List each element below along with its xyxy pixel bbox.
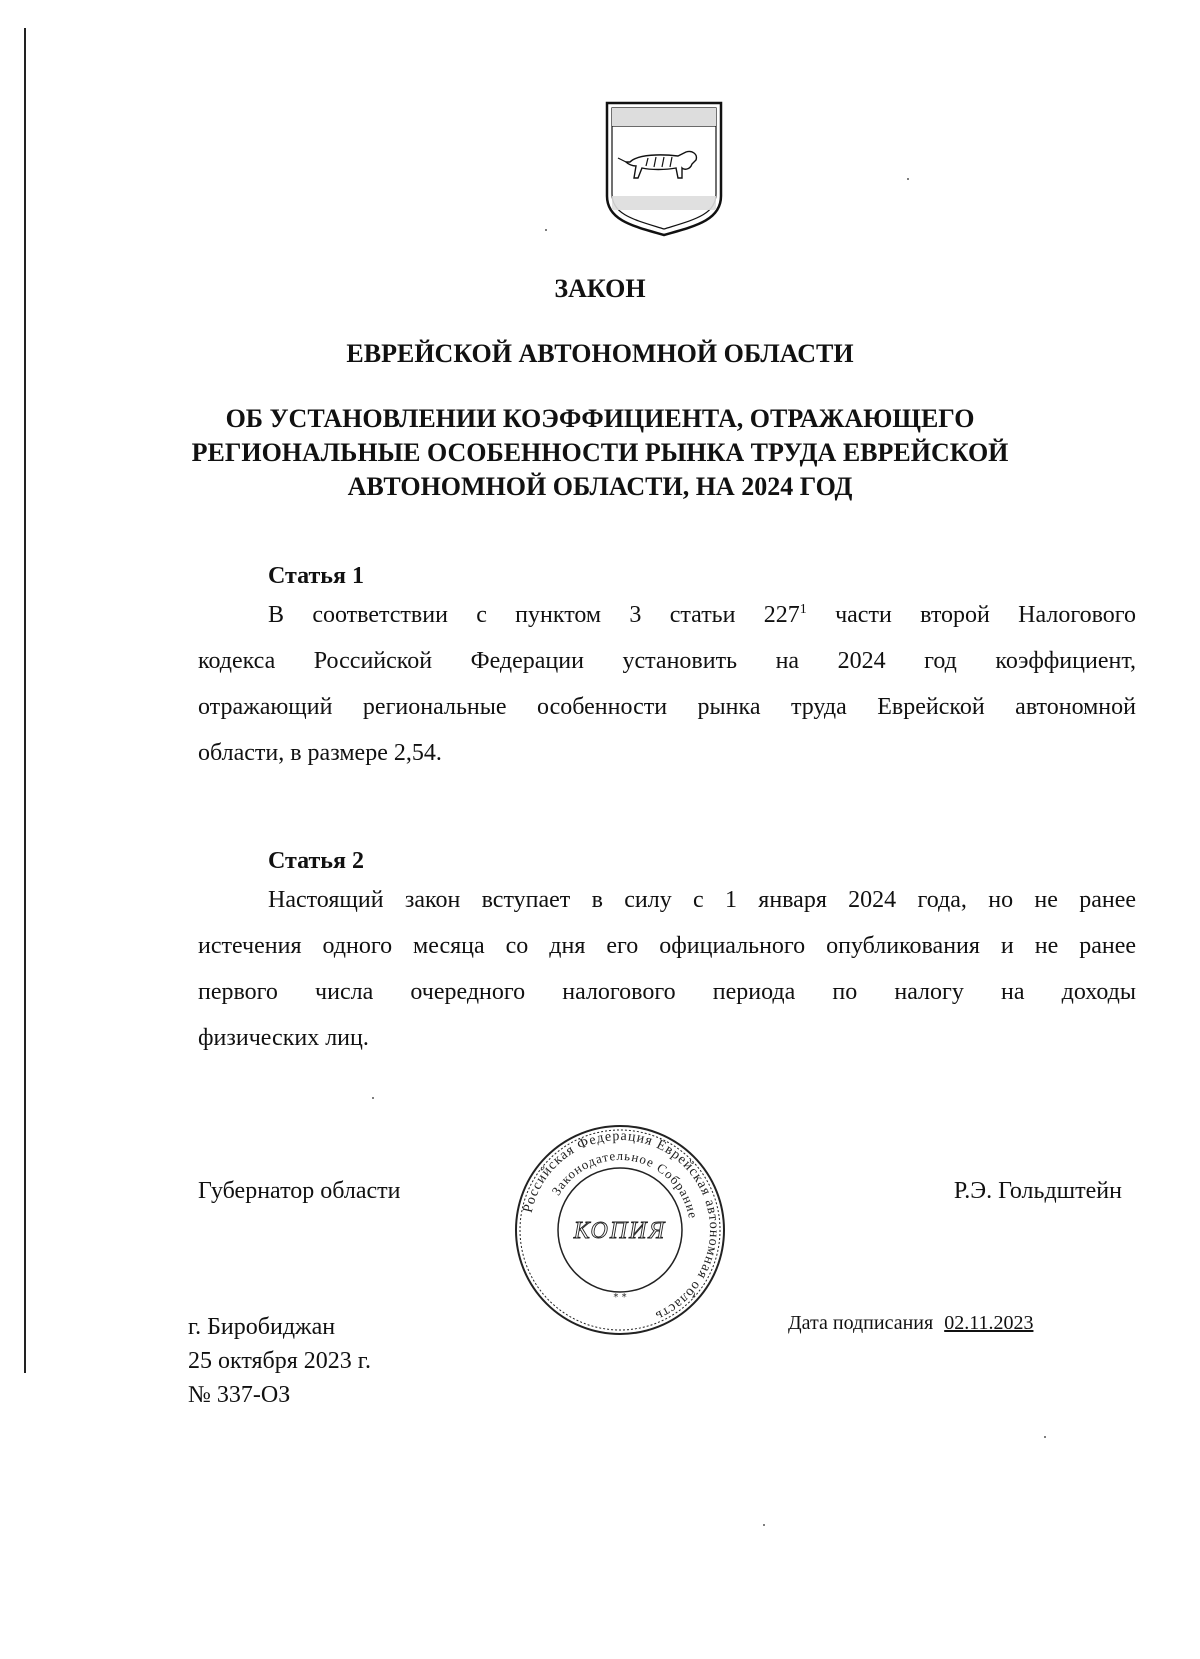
stamp-star-icon: * * — [613, 1292, 627, 1303]
signatory-name: Р.Э. Гольдштейн — [953, 1178, 1122, 1204]
article-2-line: физических лиц. — [198, 1025, 369, 1051]
binding-line — [24, 28, 26, 1373]
signatory-position: Губернатор области — [198, 1178, 401, 1204]
article-1-line-start: В соответствии с пунктом 3 статьи 227 — [268, 602, 800, 628]
article-1-heading: Статья 1 — [268, 563, 364, 589]
place-date-number-block — [188, 1310, 371, 1412]
document-type-title: ЗАКОН — [554, 274, 646, 303]
superscript: 1 — [799, 602, 807, 617]
article-1-line: области, в размере 2,54. — [198, 740, 442, 766]
city: г. Биробиджан — [188, 1314, 336, 1340]
article-1-line: кодекса Российской Федерации установить на 2024 год коэффициент, — [198, 648, 1136, 674]
law-title-line: РЕГИОНАЛЬНЫЕ ОСОБЕННОСТИ РЫНКА ТРУДА ЕВРЕЙСКОЙ — [191, 438, 1009, 467]
law-number: № 337-ОЗ — [188, 1382, 291, 1408]
article-2-line: Настоящий закон вступает в силу с 1 января 2024 года, но не ранее — [268, 887, 1136, 913]
scan-speck — [763, 1524, 765, 1526]
signing-date-value: 02.11.2023 — [944, 1312, 1034, 1334]
stamp-inner-text: Законодательное Собрание — [548, 1147, 702, 1221]
article-2-line: первого числа очередного налогового периода по налогу на доходы — [198, 979, 1136, 1005]
scan-speck — [545, 229, 547, 231]
article-1-line: отражающий региональные особенности рынка труда Еврейской автономной — [198, 694, 1136, 720]
article-1-line-end: части второй Налогового — [806, 602, 1136, 628]
article-2-heading: Статья 2 — [268, 848, 364, 874]
signing-date — [788, 1312, 1033, 1335]
coat-of-arms-tiger-icon — [604, 100, 724, 238]
article-1-line — [268, 602, 1136, 629]
stamp-center-text: КОПИЯ — [573, 1218, 667, 1244]
official-seal-stamp — [510, 1120, 730, 1340]
signing-date-label: Дата подписания — [788, 1312, 934, 1334]
scan-speck — [1044, 1436, 1046, 1438]
scan-speck — [372, 1097, 374, 1099]
stamp-outer-text: Российская Федерация Еврейская автономная область — [520, 1128, 722, 1324]
article-2-line: истечения одного месяца со дня его официального опубликования и не ранее — [198, 933, 1136, 959]
issuing-region-title: ЕВРЕЙСКОЙ АВТОНОМНОЙ ОБЛАСТИ — [346, 339, 854, 368]
scan-speck — [907, 178, 909, 180]
adoption-date: 25 октября 2023 г. — [188, 1348, 371, 1374]
law-title-line: ОБ УСТАНОВЛЕНИИ КОЭФФИЦИЕНТА, ОТРАЖАЮЩЕГО — [225, 404, 975, 433]
law-title — [0, 402, 1200, 504]
law-title-line: АВТОНОМНОЙ ОБЛАСТИ, НА 2024 ГОД — [347, 472, 853, 501]
